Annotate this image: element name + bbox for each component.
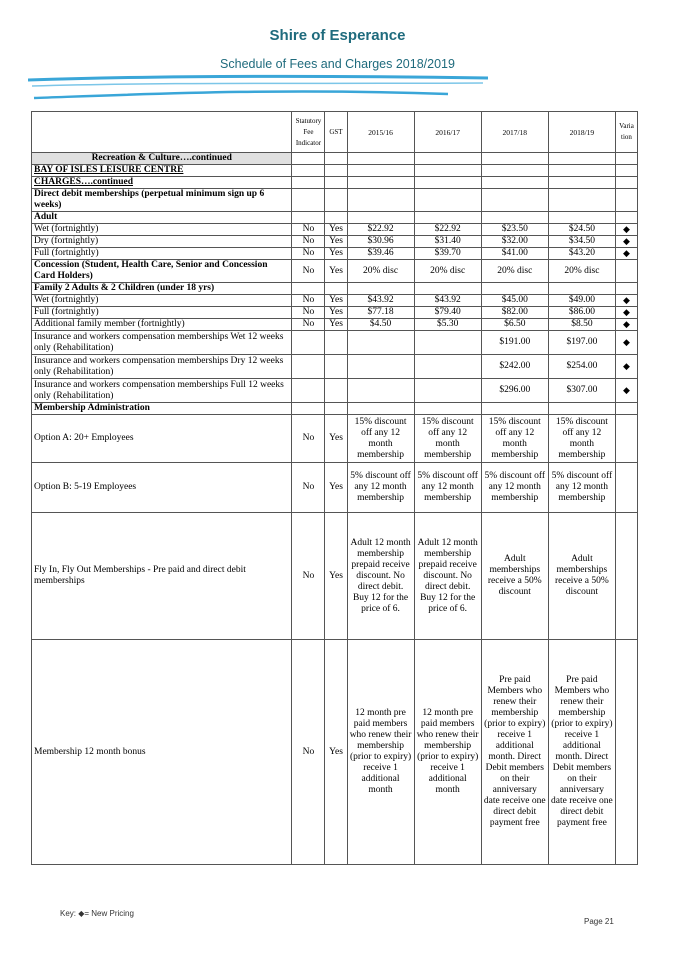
table-row (32, 379, 638, 403)
statutory-indicator: No (292, 295, 325, 307)
fee-2018-19: $8.50 (548, 319, 615, 331)
fee-2018-19: $197.00 (548, 331, 615, 355)
fee-2016-17 (414, 355, 481, 379)
fee-item: Option B: 5-19 Employees (32, 463, 292, 513)
fees-table (31, 111, 638, 865)
fee-2015-16: $43.92 (347, 295, 414, 307)
variation-marker (615, 513, 637, 640)
membership-admin-heading: Membership Administration (32, 403, 292, 415)
table-row (32, 415, 638, 463)
family-heading: Family 2 Adults & 2 Children (under 18 yrs) (32, 283, 292, 295)
gst-value: Yes (325, 513, 347, 640)
fee-2016-17: 15% discount off any 12 month membership (414, 415, 481, 463)
fee-item: Insurance and workers compensation memberships Wet 12 weeks only (Rehabilitation) (32, 331, 292, 355)
direct-debit-heading: Direct debit memberships (perpetual minimum sign up 6 weeks) (32, 189, 292, 212)
table-row (32, 640, 638, 865)
fee-2017-18: $41.00 (481, 248, 548, 260)
concession-stat: No (292, 260, 325, 283)
fee-2017-18: $32.00 (481, 236, 548, 248)
adult-rows (32, 224, 638, 260)
admin-rows (32, 415, 638, 865)
table-row (32, 236, 638, 248)
header-2015-16: 2015/16 (347, 112, 414, 153)
subheading-row (32, 177, 638, 189)
fee-2018-19: $43.20 (548, 248, 615, 260)
charges-heading (32, 177, 292, 189)
statutory-indicator: No (292, 319, 325, 331)
fee-2016-17 (414, 331, 481, 355)
header-gst: GST (325, 112, 347, 153)
table-row (32, 331, 638, 355)
fee-2018-19: $24.50 (548, 224, 615, 236)
pricing-key: Key: ◆= New Pricing (60, 909, 134, 918)
fee-2015-16: 12 month pre paid members who renew their membership (prior to expiry) receive 1 additional month (347, 640, 414, 865)
variation-marker: ◆ (615, 355, 637, 379)
statutory-indicator: No (292, 236, 325, 248)
variation-marker: ◆ (615, 331, 637, 355)
variation-marker: ◆ (615, 379, 637, 403)
variation-marker: ◆ (615, 236, 637, 248)
gst-value (325, 379, 347, 403)
concession-gst: Yes (325, 260, 347, 283)
header-2016-17: 2016/17 (414, 112, 481, 153)
variation-marker (615, 415, 637, 463)
subheading-row (32, 403, 638, 415)
fee-2018-19: $307.00 (548, 379, 615, 403)
document-subtitle: Schedule of Fees and Charges 2018/2019 (220, 57, 455, 71)
header-statutory: Statutory Fee Indicator (292, 112, 325, 153)
fee-2015-16: $39.46 (347, 248, 414, 260)
fee-2015-16: $77.18 (347, 307, 414, 319)
gst-value: Yes (325, 248, 347, 260)
subheading-row (32, 189, 638, 212)
table-row (32, 307, 638, 319)
fee-2016-17: $43.92 (414, 295, 481, 307)
gst-value: Yes (325, 295, 347, 307)
statutory-indicator: No (292, 307, 325, 319)
charges-label: CHARGES….continued (34, 177, 133, 187)
variation-marker: ◆ (615, 248, 637, 260)
gst-value: Yes (325, 640, 347, 865)
concession-2015-16: 20% disc (347, 260, 414, 283)
statutory-indicator: No (292, 640, 325, 865)
fee-2015-16 (347, 379, 414, 403)
fee-2015-16: Adult 12 month membership prepaid receive discount. No direct debit. Buy 12 for the price of 6. (347, 513, 414, 640)
fee-2016-17: 5% discount off any 12 month membership (414, 463, 481, 513)
fee-item: Insurance and workers compensation memberships Full 12 weeks only (Rehabilitation) (32, 379, 292, 403)
gst-value (325, 331, 347, 355)
fee-2018-19: 5% discount off any 12 month membership (548, 463, 615, 513)
table-row (32, 513, 638, 640)
gst-value: Yes (325, 319, 347, 331)
table-row (32, 355, 638, 379)
header-row (32, 112, 638, 153)
gst-value: Yes (325, 415, 347, 463)
fee-2015-16: $4.50 (347, 319, 414, 331)
adult-heading: Adult (32, 212, 292, 224)
fee-2016-17 (414, 379, 481, 403)
header-item (32, 112, 292, 153)
table-row (32, 295, 638, 307)
statutory-indicator (292, 355, 325, 379)
fee-2016-17: $39.70 (414, 248, 481, 260)
fee-item: Full (fortnightly) (32, 307, 292, 319)
fee-item: Option A: 20+ Employees (32, 415, 292, 463)
subheading-row (32, 212, 638, 224)
subheading-row (32, 283, 638, 295)
fee-2017-18: $296.00 (481, 379, 548, 403)
document-title: Shire of Esperance (269, 27, 406, 44)
fee-2017-18: $23.50 (481, 224, 548, 236)
fee-2018-19: $34.50 (548, 236, 615, 248)
gst-value: Yes (325, 224, 347, 236)
statutory-indicator: No (292, 463, 325, 513)
header-swoosh-decoration (28, 72, 488, 104)
fee-2018-19: Adult memberships receive a 50% discount (548, 513, 615, 640)
statutory-indicator: No (292, 224, 325, 236)
gst-value: Yes (325, 307, 347, 319)
page-number: Page 21 (584, 917, 614, 926)
variation-marker: ◆ (615, 295, 637, 307)
fee-item: Dry (fortnightly) (32, 236, 292, 248)
variation-marker (615, 463, 637, 513)
fee-2016-17: $5.30 (414, 319, 481, 331)
fee-2017-18: 15% discount off any 12 month membership (481, 415, 548, 463)
fee-item: Fly In, Fly Out Memberships - Pre paid and direct debit memberships (32, 513, 292, 640)
fee-2016-17: $31.40 (414, 236, 481, 248)
statutory-indicator: No (292, 513, 325, 640)
fee-2018-19: $254.00 (548, 355, 615, 379)
fee-2015-16: 15% discount off any 12 month membership (347, 415, 414, 463)
fee-2018-19: Pre paid Members who renew their membership (prior to expiry) receive 1 additional month. Direct Debit members on their anniversary date receive one direct debit payment free (548, 640, 615, 865)
concession-2018-19: 20% disc (548, 260, 615, 283)
fee-item: Wet (fortnightly) (32, 295, 292, 307)
fee-2016-17: Adult 12 month membership prepaid receive discount. No direct debit. Buy 12 for the price of 6. (414, 513, 481, 640)
section-title: Recreation & Culture….continued (32, 153, 292, 165)
fee-2016-17: 12 month pre paid members who renew their membership (prior to expiry) receive 1 additional month (414, 640, 481, 865)
variation-marker: ◆ (615, 307, 637, 319)
section-row (32, 153, 638, 165)
fee-2015-16: $22.92 (347, 224, 414, 236)
fee-item: Wet (fortnightly) (32, 224, 292, 236)
gst-value: Yes (325, 463, 347, 513)
fee-2015-16: 5% discount off any 12 month membership (347, 463, 414, 513)
table-row (32, 319, 638, 331)
fee-2018-19: $49.00 (548, 295, 615, 307)
concession-variation (615, 260, 637, 283)
table-row (32, 260, 638, 283)
statutory-indicator: No (292, 415, 325, 463)
bay-of-isles-heading (32, 165, 292, 177)
statutory-indicator (292, 331, 325, 355)
table-row (32, 224, 638, 236)
fee-item: Additional family member (fortnightly) (32, 319, 292, 331)
fee-2017-18: 5% discount off any 12 month membership (481, 463, 548, 513)
concession-2016-17: 20% disc (414, 260, 481, 283)
bay-of-isles-label: BAY OF ISLES LEISURE CENTRE (34, 165, 184, 175)
fee-2017-18: $6.50 (481, 319, 548, 331)
gst-value: Yes (325, 236, 347, 248)
fee-2017-18: Pre paid Members who renew their membership (prior to expiry) receive 1 additional month. Direct Debit members on their anniversary date receive one direct debit payment free (481, 640, 548, 865)
concession-item: Concession (Student, Health Care, Senior and Concession Card Holders) (32, 260, 292, 283)
fee-2017-18: $82.00 (481, 307, 548, 319)
concession-2017-18: 20% disc (481, 260, 548, 283)
table-row (32, 463, 638, 513)
fee-2017-18: Adult memberships receive a 50% discount (481, 513, 548, 640)
gst-value (325, 355, 347, 379)
variation-marker: ◆ (615, 224, 637, 236)
fee-2016-17: $79.40 (414, 307, 481, 319)
statutory-indicator (292, 379, 325, 403)
fee-2016-17: $22.92 (414, 224, 481, 236)
subheading-row (32, 165, 638, 177)
fee-2017-18: $45.00 (481, 295, 548, 307)
fee-item: Insurance and workers compensation memberships Dry 12 weeks only (Rehabilitation) (32, 355, 292, 379)
header-variation: Varia tion (615, 112, 637, 153)
fee-2015-16 (347, 355, 414, 379)
fee-2015-16 (347, 331, 414, 355)
table-row (32, 248, 638, 260)
variation-marker (615, 640, 637, 865)
header-2017-18: 2017/18 (481, 112, 548, 153)
fee-2017-18: $191.00 (481, 331, 548, 355)
variation-marker: ◆ (615, 319, 637, 331)
insurance-rows (32, 331, 638, 403)
statutory-indicator: No (292, 248, 325, 260)
fee-2018-19: 15% discount off any 12 month membership (548, 415, 615, 463)
fee-2018-19: $86.00 (548, 307, 615, 319)
fee-item: Membership 12 month bonus (32, 640, 292, 865)
fee-item: Full (fortnightly) (32, 248, 292, 260)
fee-2015-16: $30.96 (347, 236, 414, 248)
family-rows (32, 295, 638, 331)
header-2018-19: 2018/19 (548, 112, 615, 153)
fee-2017-18: $242.00 (481, 355, 548, 379)
